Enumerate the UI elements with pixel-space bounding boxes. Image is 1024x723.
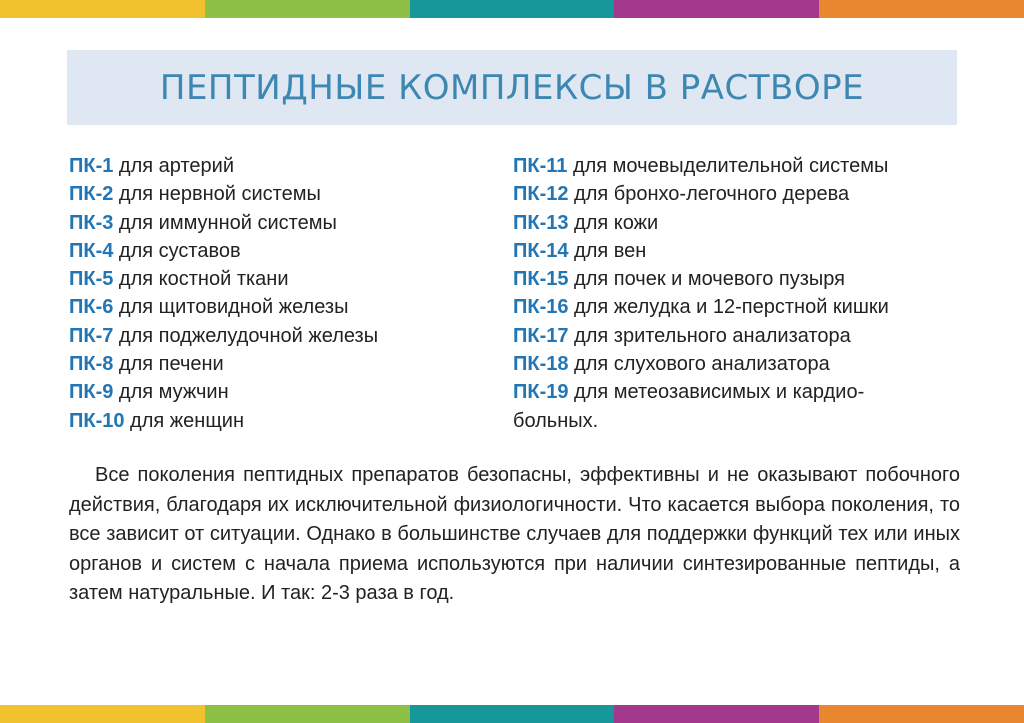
color-segment — [0, 705, 205, 723]
complex-description: для суставов — [113, 239, 241, 262]
color-segment — [205, 0, 410, 18]
complex-code: ПК-13 — [513, 211, 569, 234]
complex-code: ПК-17 — [513, 324, 569, 347]
complex-code: ПК-7 — [69, 324, 114, 347]
complex-description: для иммунной системы — [113, 211, 337, 234]
page-title: ПЕПТИДНЫЕ КОМПЛЕКСЫ В РАСТВОРЕ — [159, 67, 865, 108]
complex-code: ПК-6 — [69, 296, 114, 319]
complex-description: для желудка и 12-перстной кишки — [568, 296, 889, 319]
list-item — [513, 237, 889, 265]
color-segment — [205, 705, 410, 723]
bottom-color-bar — [0, 705, 1024, 723]
color-segment — [614, 0, 819, 18]
body-paragraph: Все поколения пептидных препаратов безопасны, эффективны и не оказывают побочного действия, благодаря их исключительной физиологичности. Что касается выбора поколения, то все зависит от ситуации. Однако в большинстве случаев для поддержки функций тех или иных органов и систем с начала приема используются при наличии синтезированные пептиды, а затем натуральные. И так: 2-3 раза в год. — [69, 464, 960, 604]
complex-description: для печени — [113, 353, 224, 376]
list-item — [69, 180, 378, 208]
list-item — [69, 350, 378, 378]
complex-code: ПК-14 — [513, 239, 569, 262]
list-item — [69, 322, 378, 350]
complex-code: ПК-9 — [69, 381, 114, 404]
complex-description: для щитовидной железы — [113, 296, 349, 319]
complex-description: для женщин — [124, 409, 245, 432]
list-item — [69, 378, 378, 406]
complex-code: ПК-2 — [69, 183, 114, 206]
list-item — [69, 209, 378, 237]
color-segment — [819, 0, 1024, 18]
list-item — [513, 322, 889, 350]
color-segment — [410, 0, 615, 18]
list-item — [513, 152, 889, 180]
list-item — [69, 407, 378, 435]
list-item — [513, 265, 889, 293]
complex-description: для слухового анализатора — [568, 353, 830, 376]
complex-description: для мужчин — [113, 381, 229, 404]
color-segment — [614, 705, 819, 723]
complex-description: для мочевыделительной системы — [567, 155, 889, 177]
complex-code: ПК-12 — [513, 183, 569, 206]
list-item — [69, 293, 378, 321]
complex-code: ПК-19 — [513, 381, 569, 404]
complex-code: ПК-3 — [69, 211, 114, 234]
list-item — [69, 265, 378, 293]
left-complex-list — [69, 152, 378, 435]
complex-code: ПК-5 — [69, 268, 114, 291]
complex-code: ПК-4 — [69, 239, 114, 262]
complex-description: для артерий — [113, 155, 234, 177]
complex-code: ПК-11 — [513, 155, 568, 177]
color-segment — [410, 705, 615, 723]
list-item — [513, 180, 889, 208]
complex-description: для поджелудочной железы — [113, 324, 379, 347]
right-complex-list — [513, 152, 889, 435]
list-item — [513, 350, 889, 378]
title-band — [67, 50, 957, 125]
complex-code: ПК-1 — [69, 155, 114, 177]
color-segment — [0, 0, 205, 18]
complex-description: для костной ткани — [113, 268, 289, 291]
complex-code: ПК-15 — [513, 268, 569, 291]
complex-description: для кожи — [568, 211, 659, 234]
complex-description: больных. — [513, 409, 599, 432]
list-item — [513, 407, 889, 435]
complex-code: ПК-18 — [513, 353, 569, 376]
list-item — [69, 237, 378, 265]
complex-description: для зрительного анализатора — [568, 324, 851, 347]
list-item — [513, 293, 889, 321]
complex-code: ПК-8 — [69, 353, 114, 376]
complex-code: ПК-10 — [69, 409, 125, 432]
top-color-bar — [0, 0, 1024, 18]
complex-code: ПК-16 — [513, 296, 569, 319]
list-item — [513, 378, 889, 406]
complex-description: для бронхо-легочного дерева — [568, 183, 850, 206]
complex-description: для почек и мочевого пузыря — [568, 268, 846, 291]
complex-description: для нервной системы — [113, 183, 321, 206]
color-segment — [819, 705, 1024, 723]
list-item — [513, 209, 889, 237]
complex-description: для метеозависимых и кардио- — [568, 381, 865, 404]
list-item — [69, 152, 378, 180]
complex-description: для вен — [568, 239, 647, 262]
